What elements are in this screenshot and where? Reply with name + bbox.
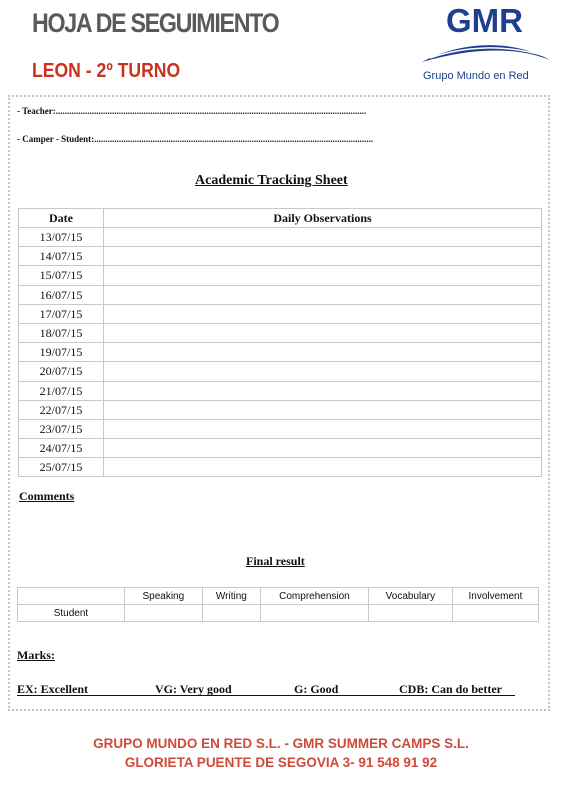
involvement-score-cell[interactable]: [452, 605, 538, 622]
date-cell: 25/07/15: [19, 458, 104, 477]
date-cell: 16/07/15: [19, 285, 104, 304]
date-cell: 18/07/15: [19, 323, 104, 342]
tracking-row: [19, 400, 542, 419]
date-cell: 22/07/15: [19, 400, 104, 419]
mark-excellent: EX: Excellent: [17, 682, 88, 696]
final-result-header: Speaking: [124, 588, 202, 605]
observations-header: Daily Observations: [104, 209, 542, 228]
teacher-label: - Teacher:: [17, 106, 56, 116]
speaking-score-cell[interactable]: [124, 605, 202, 622]
tracking-row: [19, 419, 542, 438]
final-result-header: [18, 588, 125, 605]
mark-can-do-better: CDB: Can do better: [399, 682, 502, 696]
date-cell: 17/07/15: [19, 304, 104, 323]
tracking-row: [19, 439, 542, 458]
tracking-row: [19, 381, 542, 400]
tracking-table: [18, 208, 542, 477]
observation-cell[interactable]: [104, 266, 542, 285]
final-result-header: Comprehension: [261, 588, 369, 605]
mark-good: G: Good: [294, 682, 339, 696]
date-cell: 13/07/15: [19, 228, 104, 247]
final-result-header: Writing: [202, 588, 260, 605]
observation-cell[interactable]: [104, 323, 542, 342]
observation-cell[interactable]: [104, 228, 542, 247]
document-title: HOJA DE SEGUIMIENTO: [32, 8, 279, 38]
sheet-title: Academic Tracking Sheet: [195, 173, 348, 188]
observation-cell[interactable]: [104, 458, 542, 477]
document-subtitle: LEON - 2º TURNO: [32, 60, 181, 82]
marks-title: Marks:: [17, 648, 55, 662]
tracking-row: [19, 458, 542, 477]
footer-line-2: GLORIETA PUENTE DE SEGOVIA 3- 91 548 91 92: [124, 755, 438, 770]
tracking-row: [19, 304, 542, 323]
marks-legend: [17, 682, 547, 698]
comments-label: Comments: [19, 489, 75, 503]
final-result-header: Involvement: [452, 588, 538, 605]
teacher-field[interactable]: [17, 106, 366, 116]
date-cell: 24/07/15: [19, 439, 104, 458]
tracking-row: [19, 285, 542, 304]
observation-cell[interactable]: [104, 285, 542, 304]
tracking-row: [19, 343, 542, 362]
date-cell: 20/07/15: [19, 362, 104, 381]
gmr-logo-text: GMR: [446, 2, 523, 39]
observation-cell[interactable]: [104, 343, 542, 362]
date-cell: 14/07/15: [19, 247, 104, 266]
tracking-row: [19, 323, 542, 342]
tracking-row: [19, 247, 542, 266]
final-result-title: Final result: [246, 554, 305, 568]
vocabulary-score-cell[interactable]: [368, 605, 452, 622]
date-cell: 21/07/15: [19, 381, 104, 400]
observation-cell[interactable]: [104, 419, 542, 438]
observation-cell[interactable]: [104, 381, 542, 400]
camper-dotted-line: ............................................................................................................................: [94, 134, 374, 144]
final-result-table: [17, 587, 539, 622]
tracking-row: [19, 362, 542, 381]
teacher-dotted-line: ..........................................................................................................................................: [55, 106, 367, 116]
gmr-logo-subtitle: Grupo Mundo en Red: [423, 70, 529, 82]
date-header: Date: [19, 209, 104, 228]
tracking-row: [19, 228, 542, 247]
date-cell: 23/07/15: [19, 419, 104, 438]
gmr-logo-swoosh-icon: [420, 36, 552, 70]
mark-very-good: VG: Very good: [155, 682, 232, 696]
observation-cell[interactable]: [104, 304, 542, 323]
date-cell: 15/07/15: [19, 266, 104, 285]
observation-cell[interactable]: [104, 439, 542, 458]
camper-label: - Camper - Student:: [17, 134, 95, 144]
observation-cell[interactable]: [104, 247, 542, 266]
final-result-header: Vocabulary: [368, 588, 452, 605]
observation-cell[interactable]: [104, 362, 542, 381]
writing-score-cell[interactable]: [202, 605, 260, 622]
comprehension-score-cell[interactable]: [261, 605, 369, 622]
camper-field[interactable]: [17, 134, 373, 144]
observation-cell[interactable]: [104, 400, 542, 419]
date-cell: 19/07/15: [19, 343, 104, 362]
tracking-row: [19, 266, 542, 285]
footer-line-1: GRUPO MUNDO EN RED S.L. - GMR SUMMER CAMPS S.L.: [93, 736, 469, 751]
student-row-label: Student: [18, 605, 125, 622]
